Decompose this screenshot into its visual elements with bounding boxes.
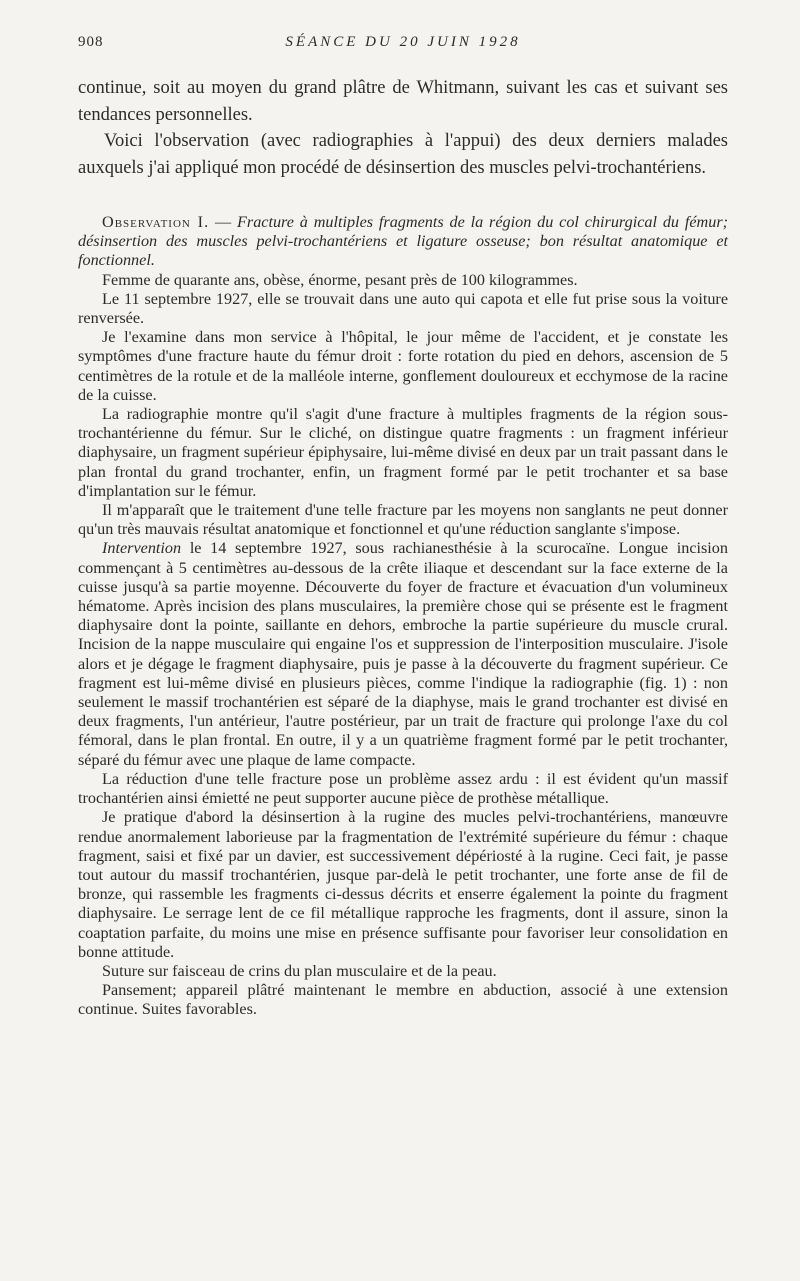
observation-paragraph: Le 11 septembre 1927, elle se trouvait dans une auto qui capota et elle fut prise sous la voiture renversée.: [78, 289, 728, 328]
intro-text: [78, 75, 728, 181]
running-title: SÉANCE DU 20 JUIN 1928: [285, 34, 521, 50]
observation-paragraph: Femme de quarante ans, obèse, énorme, pesant près de 100 kilogrammes.: [102, 270, 578, 289]
observation-paragraph: Il m'apparaît que le traitement d'une telle fracture par les moyens non sanglants ne peut donner qu'un très mauvais résultat anatomique et fonctionnel et qu'une réduction sanglante s'impose.: [78, 501, 728, 539]
observation-paragraph: La radiographie montre qu'il s'agit d'une fracture à multiples fragments de la région sous-trochantérienne du fémur. Sur le cliché, on distingue quatre fragments : un fragment inférieur diaphysaire, un fragment supérieur épiphysaire, lui-même divisé en deux par un trait passant dans le plan frontal du grand trochanter, enfin, un fragment formé par le petit trochanter et sa base d'implantation sur le fémur.: [78, 405, 728, 500]
observation-label: Observation I.: [102, 213, 210, 231]
intervention-text: le 14 septembre 1927, sous rachianesthésie à la scurocaïne. Longue incision commençant à 5 centimètres au-dessous de la crête iliaque et descendant sur la face externe de la cuisse jusqu'à sa partie moyenne. Découverte du foyer de fracture et évacuation d'un volumineux hématome. Après incision des plans musculaires, la première chose qui se présente est le fragment diaphysaire dont la pointe, saillante en dehors, embroche la partie supérieure du muscle crural. Incision de la nappe musculaire qui engaine l'os et suppression de l'interposition musculaire. J'isole alors et je dégage le fragment diaphysaire, puis je passe à la découverte du fragment supérieur. Ce fragment est lui-même divisé en plusieurs pièces, comme l'indique la radiographie (fig. 1) : non seulement le massif trochantérien est séparé de la diaphyse, mais le grand trochanter est divisé en deux fragments, l'un antérieur, l'autre postérieur, par un trait de fracture qui prolonge l'axe du col fémoral, dans le plan frontal. En outre, il y a un quatrième fragment formé par le petit trochanter, séparé du fémur avec une plaque de lame compacte.: [78, 539, 728, 769]
intro-paragraph: Voici l'observation (avec radiographies à l'appui) des deux derniers malades auxquels j'ai appliqué mon procédé de désinsertion des muscles pelvi-trochantériens.: [78, 131, 728, 178]
observation-paragraph: [78, 539, 728, 769]
observation-dash: —: [209, 213, 237, 231]
observation-paragraph: Je l'examine dans mon service à l'hôpital, le jour même de l'accident, et je constate les symptômes d'une fracture haute du fémur droit : forte rotation du pied en dehors, ascension de 5 centimètres de la rotule et de la malléole interne, gonflement douloureux et ecchymose de la racine de la cuisse.: [78, 328, 728, 404]
page-number: 908: [78, 34, 104, 50]
observation-paragraph: Je pratique d'abord la désinsertion à la rugine des mucles pelvi-trochantériens, manœuvre rendue anormalement laborieuse par la fragmentation de l'extrémité supérieure du fémur : chaque fragment, saisi et fixé par un davier, est successivement dépériosté à la rugine. Ceci fait, je passe tout autour du massif trochantérien, jusque par-delà le petit trochanter, une forte anse de fil de bronze, qui rassemble les fragments ci-dessus décrits et enserre également la pointe du fragment diaphysaire. Le serrage lent de ce fil métallique rapproche les fragments, dont il assure, sinon la coaptation parfaite, du moins une mise en présence suffisante pour favoriser leur consolidation en bonne attitude.: [78, 808, 728, 961]
intro-paragraph: continue, soit au moyen du grand plâtre de Whitmann, suivant les cas et suivant ses tendances personnelles.: [78, 78, 728, 125]
observation-section: [78, 213, 728, 1020]
intervention-label: Intervention: [102, 539, 182, 558]
observation-title: Fracture à multiples fragments de la région du col chirurgical du fémur; désinsertion des muscles pelvi-trochantériens et ligature osseuse; bon résultat anatomique et fonctionnel.: [78, 213, 729, 270]
observation-paragraph: La réduction d'une telle fracture pose un problème assez ardu : il est évident qu'un massif trochantérien ainsi émietté ne peut supporter aucune pièce de prothèse métallique.: [78, 769, 728, 808]
page-header: [78, 34, 728, 56]
observation-paragraph: Suture sur faisceau de crins du plan musculaire et de la peau.: [102, 961, 497, 980]
observation-paragraph: Pansement; appareil plâtré maintenant le membre en abduction, associé à une extension continue. Suites favorables.: [78, 981, 728, 1019]
observation-heading: [78, 213, 728, 271]
